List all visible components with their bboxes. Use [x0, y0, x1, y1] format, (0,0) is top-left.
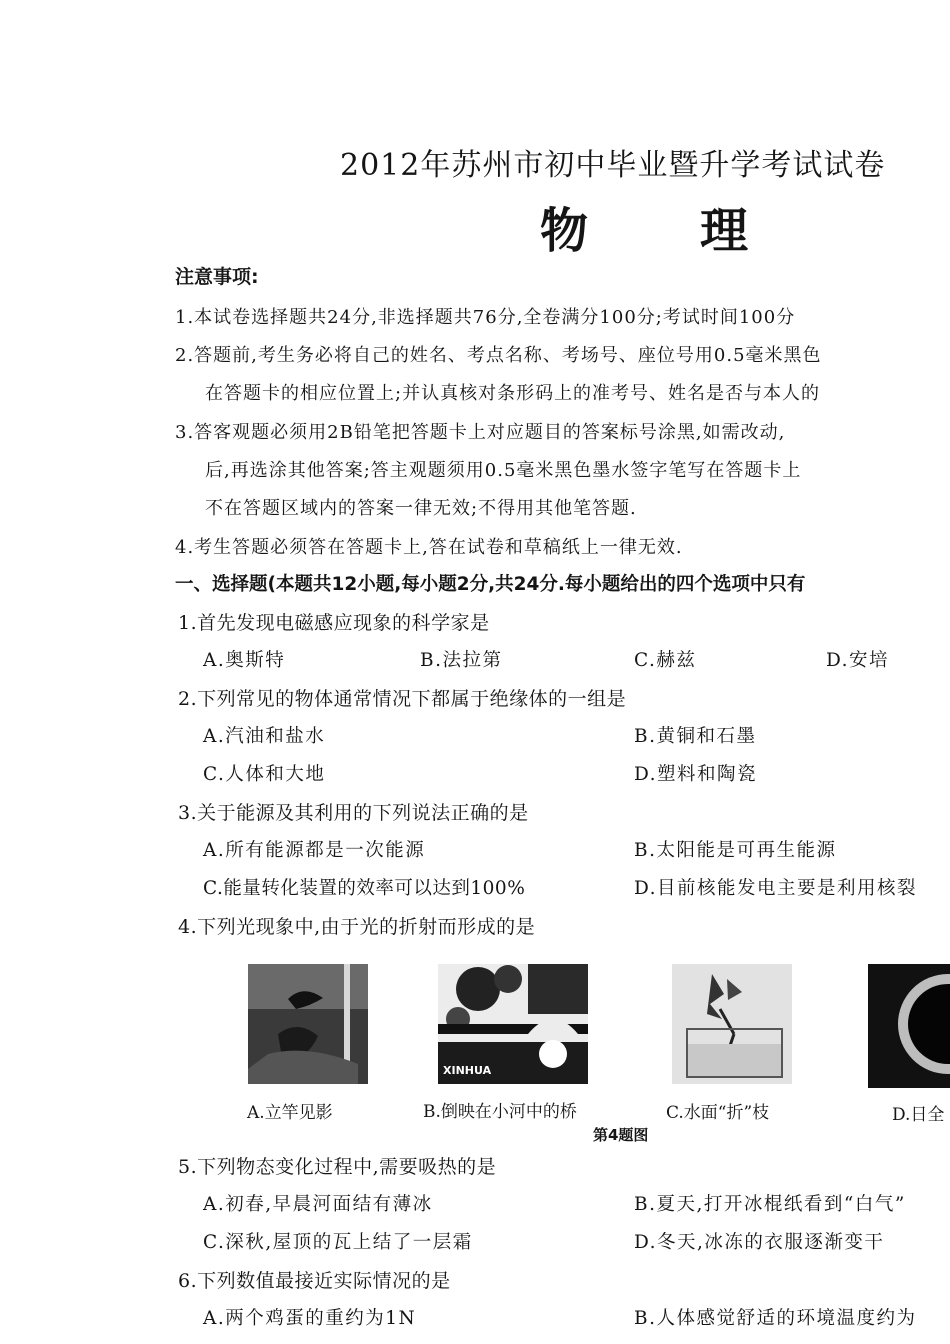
question-6: 6.下列数值最接近实际情况的是	[178, 1270, 451, 1292]
question-5: 5.下列物态变化过程中,需要吸热的是	[178, 1156, 497, 1178]
q1-option-d: D.安培	[826, 650, 890, 671]
question-2: 2.下列常见的物体通常情况下都属于绝缘体的一组是	[178, 688, 627, 710]
subject-char-2: 理	[700, 203, 749, 259]
question-1: 1.首先发现电磁感应现象的科学家是	[178, 612, 490, 634]
q1-option-b: B.法拉第	[420, 650, 503, 671]
q3-option-a: A.所有能源都是一次能源	[203, 840, 426, 861]
q3-option-d: D.目前核能发电主要是利用核裂	[634, 878, 918, 899]
photo-a-pole-shadow	[248, 964, 368, 1084]
question-3: 3.关于能源及其利用的下列说法正确的是	[178, 802, 529, 824]
q2-option-d: D.塑料和陶瓷	[634, 764, 758, 785]
notice-line-3c: 不在答题区域内的答案一律无效;不得用其他笔答题.	[205, 498, 637, 519]
q3-option-c: C.能量转化装置的效率可以达到100%	[203, 878, 526, 899]
notice-line-3b: 后,再选涂其他答案;答主观题须用0.5毫米黑色墨水签字笔写在答题卡上	[205, 460, 802, 481]
q5-option-a: A.初春,早晨河面结有薄冰	[203, 1194, 433, 1215]
q5-option-d: D.冬天,冰冻的衣服逐渐变干	[634, 1232, 885, 1253]
question-4: 4.下列光现象中,由于光的折射而形成的是	[178, 916, 536, 938]
subject-char-1: 物	[540, 203, 589, 259]
figure4-caption-b: B.倒映在小河中的桥	[423, 1102, 577, 1122]
notice-line-3: 3.答客观题必须用2B铅笔把答题卡上对应题目的答案标号涂黑,如需改动,	[175, 422, 786, 443]
figure4-label: 第4题图	[593, 1126, 649, 1144]
photo-d-solar-eclipse	[868, 964, 950, 1088]
photo-c-bent-branch	[672, 964, 792, 1084]
q5-option-c: C.深秋,屋顶的瓦上结了一层霜	[203, 1232, 473, 1253]
xinhua-watermark: XINHUA	[443, 1064, 492, 1077]
q2-option-c: C.人体和大地	[203, 764, 326, 785]
figure4-caption-d: D.日全	[892, 1105, 945, 1125]
q6-option-b: B.人体感觉舒适的环境温度约为	[634, 1308, 917, 1329]
q2-option-b: B.黄铜和石墨	[634, 726, 757, 747]
notice-line-2: 2.答题前,考生务必将自己的姓名、考点名称、考场号、座位号用0.5毫米黑色	[175, 345, 822, 366]
q6-option-a: A.两个鸡蛋的重约为1N	[203, 1308, 417, 1329]
q1-option-a: A.奥斯特	[203, 650, 286, 671]
notice-line-1: 1.本试卷选择题共24分,非选择题共76分,全卷满分100分;考试时间100分	[175, 307, 796, 328]
q3-option-b: B.太阳能是可再生能源	[634, 840, 837, 861]
q5-option-b: B.夏天,打开冰棍纸看到“白气”	[634, 1194, 906, 1215]
exam-title: 2012年苏州市初中毕业暨升学考试试卷	[340, 148, 886, 183]
section-1-heading: 一、选择题(本题共12小题,每小题2分,共24分.每小题给出的四个选项中只有	[175, 574, 806, 595]
q1-option-c: C.赫兹	[634, 650, 697, 671]
q2-option-a: A.汽油和盐水	[203, 726, 326, 747]
figure4-caption-a: A.立竿见影	[247, 1103, 333, 1123]
photo-b-bridge-reflection	[438, 964, 588, 1084]
figure4-caption-c: C.水面“折”枝	[666, 1103, 770, 1123]
notice-heading: 注意事项:	[175, 266, 259, 288]
notice-line-2b: 在答题卡的相应位置上;并认真核对条形码上的准考号、姓名是否与本人的	[205, 383, 821, 404]
notice-line-4: 4.考生答题必须答在答题卡上,答在试卷和草稿纸上一律无效.	[175, 537, 683, 558]
